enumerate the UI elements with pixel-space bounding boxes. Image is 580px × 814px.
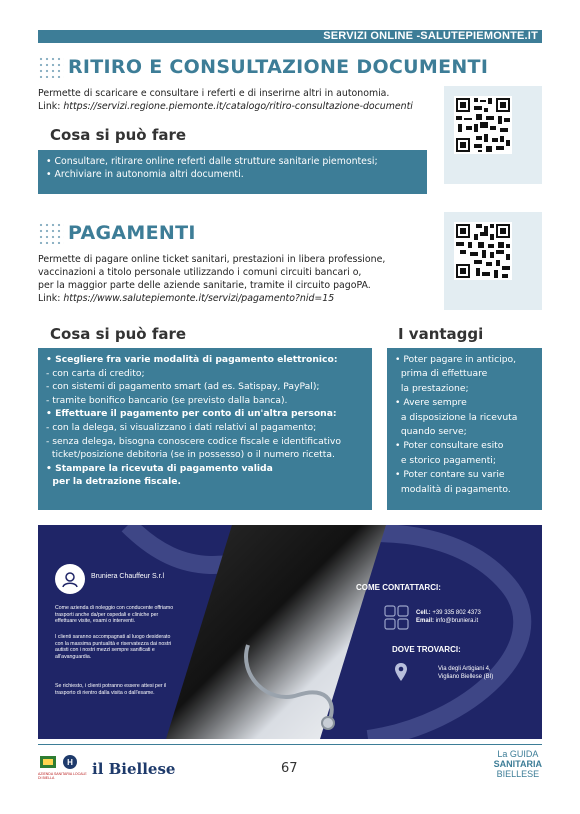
list-item: • Poter consultare esito [395,440,504,452]
address-line: Via degli Artigiani 4, [438,666,491,672]
list-item: - senza delega, bisogna conoscere codice fiscale e identificativo [46,435,341,447]
list-item [46,475,364,489]
desc-line: vaccinazioni a titolo personale utilizzando i comuni circuiti bancari o, [38,267,362,278]
features-box-documenti [38,150,427,194]
list-item: a disposizione la ricevuta [395,411,518,423]
link-documenti[interactable]: https://servizi.regione.piemonte.it/catalogo/ritiro-consultazione-documenti [63,101,413,112]
qr-box [444,212,542,310]
svg-text:H: H [67,758,73,767]
section-title-pagamenti: PAGAMENTI [68,222,196,244]
qr-code-icon[interactable] [454,222,512,280]
banner-text: SERVIZI ONLINE -SALUTEPIEMONTE.IT [323,30,538,42]
cell-label: Cell.: [416,610,431,616]
link-label: Link: [38,101,64,112]
ad-paragraph: Come azienda di noleggio con conducente offriamo trasporti anche da/per ospedali e cliniche per effettuare visite, esami o interventi. [55,605,174,624]
company-logo [55,564,85,594]
chauffeur-icon [60,569,80,589]
contact-title: COME CONTATTARCI: [356,583,441,592]
link-label: Link: [38,293,64,304]
desc-line: Permette di pagare online ticket sanitari, prestazioni in libera professione, [38,254,386,265]
list-item: prima di effettuare [395,368,488,380]
desc-line: Permette di scaricare e consultare i referti e di inserirne altri in autonomia. [38,88,390,99]
footer-divider [38,744,542,745]
where-title: DOVE TROVARCI: [392,645,461,654]
list-item [46,407,364,421]
email-label: Email: [416,618,435,624]
link-line [38,100,438,113]
desc-line: per la maggior parte delle aziende sanitarie, tramite il circuito pagoPA. [38,280,371,291]
subtitle-cosa-si-puo-fare: Cosa si può fare [50,325,187,343]
phone-number[interactable]: +39 335 802 4373 [432,610,481,616]
subtitle-vantaggi: I vantaggi [398,325,484,343]
email-address[interactable]: info@bruniera.it [435,618,479,624]
qr-code-icon[interactable] [454,96,512,154]
dots-decoration [38,222,64,244]
list-item: • Avere sempre [395,397,467,409]
header-banner [38,30,542,43]
list-item: ticket/posizione debitoria (se in possesso) o il numero ricetta. [46,449,335,461]
asl-text: AZIENDA SANITARIA LOCALE DI BIELLA [38,772,87,780]
list-item: • Archiviare in autonomia altri documenti. [46,169,244,180]
email-line [416,617,481,625]
link-line [38,292,438,305]
list-item-bold: • Stampare la ricevuta di pagamento valida [46,462,273,474]
location-pin-icon [394,662,408,682]
ad-paragraph: Se richiesto, i clienti potranno essere attesi per il trasporto di rientro dalla visita o dall'esame. [55,683,167,696]
guida-line: La GUIDA [497,749,539,759]
list-item [46,462,364,476]
list-item: - con sistemi di pagamento smart (ad es. Satispay, PayPal); [46,381,320,393]
phone-line [416,609,481,617]
list-item: • Consultare, ritirare online referti dalle strutture sanitarie piemontesi; [46,156,378,167]
section-title-documenti: RITIRO E CONSULTAZIONE DOCUMENTI [68,56,489,78]
advantages-box [387,348,542,510]
phone-email-icon [384,605,410,631]
features-box-pagamenti [38,348,372,510]
list-item: • Poter pagare in anticipo, [395,354,517,365]
list-item-bold: • Scegliere fra varie modalità di pagamento elettronico: [46,354,338,365]
ad-paragraph: I clienti saranno accompagnati al luogo desiderato con la massima puntualità e riservatezza dai nostri autisti con i nostri mezzi sempre sanificati e all'avanguardia. [55,634,172,660]
address-line: Vigliano Biellese (BI) [438,674,494,680]
list-item-bold: per la detrazione fiscale. [46,476,181,488]
il-biellese-logo: il Biellese [92,760,176,778]
list-item: la prestazione; [395,382,469,394]
guida-line: BIELLESE [496,769,540,779]
link-pagamenti[interactable]: https://www.salutepiemonte.it/servizi/pagamento?nid=15 [63,293,335,304]
list-item: • Poter contare su varie [395,469,505,481]
subtitle-cosa-si-puo-fare: Cosa si può fare [50,126,187,144]
list-item: quando serve; [395,426,467,438]
list-item: e storico pagamenti; [395,454,496,466]
list-item-bold: • Effettuare il pagamento per conto di un'altra persona: [46,408,337,420]
page-number: 67 [281,761,298,776]
contact-info [416,609,481,625]
list-item [46,353,364,367]
list-item: - tramite bonifico bancario (se previsto dalla banca). [46,394,288,406]
section1-description [38,87,438,113]
qr-box [444,86,542,184]
stethoscope-icon [228,635,358,730]
section2-description [38,253,438,305]
guida-logo [494,749,542,779]
dots-decoration [38,56,64,78]
list-item: - con carta di credito; [46,367,145,379]
address [438,665,493,681]
guida-line: SANITARIA [493,759,542,769]
list-item: - con la delega, si visualizzano i dati relativi al pagamento; [46,421,317,433]
advertisement-banner [38,525,542,739]
list-item: modalità di pagamento. [395,483,511,495]
company-name: Bruniera Chauffeur S.r.l [91,573,165,580]
